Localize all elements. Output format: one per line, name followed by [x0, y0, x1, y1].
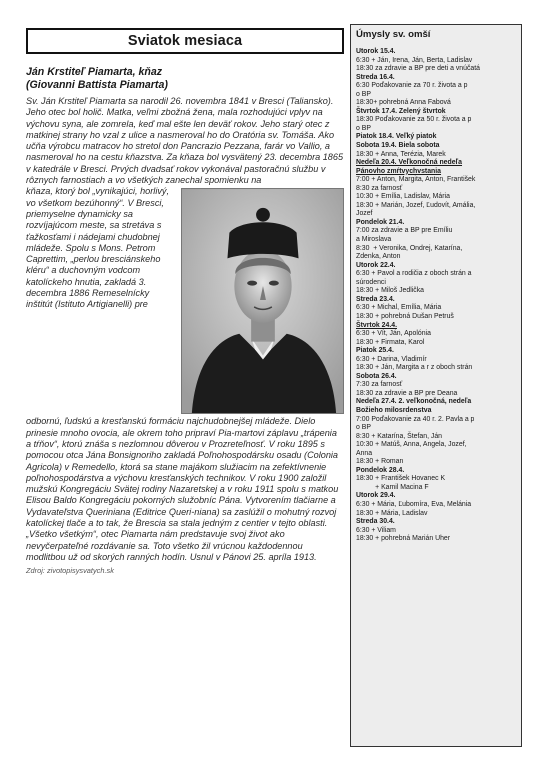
- intention-entry: 7:30 za farnosť: [356, 381, 403, 389]
- intention-day-subheading: Božieho milosrdenstva: [356, 406, 432, 414]
- intention-day-heading: Streda 23.4.: [356, 295, 395, 303]
- intention-entry: 8:30 + Veronika, Ondrej, Katarína,: [356, 244, 463, 252]
- intention-day-heading: Pondelok 28.4.: [356, 466, 405, 474]
- intention-entry: 7:00 za zdravie a BP pre Emíliu: [356, 227, 453, 235]
- intention-entry: 8:30 + Katarína, Štefan, Ján: [356, 432, 443, 440]
- intention-entry: 6:30 + Pavol a rodičia z oboch strán a: [356, 270, 472, 278]
- article-column: [26, 28, 344, 577]
- intention-entry: o BP: [356, 90, 371, 98]
- intention-entry: 18:30 + Mária, Ladislav: [356, 509, 428, 517]
- intention-entry: o BP: [356, 124, 371, 132]
- intention-entry: 6:30 + Vít, Ján, Apolónia: [356, 330, 431, 338]
- intention-entry: 18:30 + František Hovanec K: [356, 475, 446, 483]
- article-source: Zdroj: zivotopisysvatych.sk: [26, 566, 114, 576]
- intention-day-heading: Piatok 25.4.: [356, 347, 394, 355]
- intention-entry: 18:30 + Ján, Margita a r z oboch strán: [356, 364, 473, 372]
- intention-day-heading: Nedeľa 20.4. Veľkonočná nedeľa: [356, 159, 463, 167]
- intention-entry: 8:30 za farnosť: [356, 184, 403, 192]
- intention-entry: 6:30 + Darina, Vladimír: [356, 355, 427, 363]
- intention-entry: 6:30 + Mária, Ľubomíra, Eva, Melánia: [356, 500, 472, 508]
- intention-day-subheading: Pánovho zmŕtvychvstania: [356, 167, 442, 175]
- intention-day-heading: Utorok 22.4.: [356, 261, 396, 269]
- saint-name-original: (Giovanni Battista Piamarta): [26, 79, 168, 91]
- intention-entry: 18:30 + Miloš Jedlička: [356, 287, 424, 295]
- intention-day-heading: Streda 16.4.: [356, 73, 395, 81]
- intention-day-heading: Štvrtok 24.4.: [356, 321, 397, 329]
- intention-entry: 18:30 + Marián, Jozef, Ľudovít, Amália,: [356, 201, 476, 209]
- intention-entry: 18:30 Poďakovanie za 50 r. života a p: [356, 116, 472, 124]
- intention-entry: 6:30 + Michal, Emília, Mária: [356, 304, 442, 312]
- intention-day-heading: Piatok 18.4. Veľký piatok: [356, 133, 437, 141]
- intention-entry: Jozef: [356, 210, 373, 218]
- intention-entry: 18:30 za zdravie a BP pre deti a vnúčatá: [356, 65, 480, 73]
- article-text-bottom: odbornú, ľudskú a kresťanskú formáciu najchudobnejšej mládeže. Dielo prinesie mnoho ovocia, ale okrem toho pripraví Pia-martovi záplavu „trápenia a tŕňov“, ktorú znáša s nezlomnou dôverou v Prozreteľnosť. V roku 1895 s pomocou otca Jána Bonsignoriho zakladá Poľnohospodársku osadu (Colonia Agricola) v Remedello, ktorá sa stane majákom služiacim na zefektívnenie poľnohospodárstva a výchovu kresťanských technikov. V roku 1900 založil mužskú Kongregáciu Svätej rodiny Nazaretskej a v roku 1911 spolu s matkou Elisou Baldo Kongregáciu pokorných služobníc Pána. Vytvorením tlačiarne a Vydavateľstva Queriniana (Editrice Queri-niana) sa zaslúžil o mohutný rozvoj katolíckej tlače a to tak, že Brescia sa stala jedným z centier v tejto oblasti. „Všetko všetkým“, otec Piamarta nám predstavuje svoj život ako nevyčerpateľné rozdávanie sa. Toto všetko žil vrúcnou každodennou modlitbou už od skorých ranných hodín. Usnul v Pánovi 25. apríla 1913.: [26, 416, 339, 562]
- intention-entry: 18:30 + Firmata, Karol: [356, 338, 425, 346]
- page-title: Sviatok mesiaca: [26, 28, 344, 54]
- intention-entry: 7:00 Poďakovanie za 40 r. 2. Pavla a p: [356, 415, 475, 423]
- article-text-top: Sv. Ján Krstiteľ Piamarta sa narodil 26. novembra 1841 v Bresci (Taliansko). Jeho otec bol holič. Matka, veľmi zbožná žena, mala rozhodujúci vplyv na výchovu syna, ale zomrela, keď mal ešte len deväť rokov. Jeho starý otec z matkinej strany ho vzal z ulice a nasmeroval ho do Oratória sv. Tomáša. Ako učňa výrobcu matracov ho stretol don Pancrazio Pezzana, farár vo Vallio, a nasmeroval ho na cestu kňazstva. Za kňaza bol vysvätený 23. decembra 1865 v katedrále v Bresci. Prvých dvadsať rokov vykonával pastoračnú službu v rôznych farnostiach a vo všetkých zanechal spomienku na: [26, 96, 344, 186]
- intention-entry: 18:30+ pohrebná Anna Fabová: [356, 99, 451, 107]
- intention-entry: súrodenci: [356, 278, 386, 286]
- intention-entry: 6:30 + Ján, Irena, Ján, Berta, Ladislav: [356, 56, 473, 64]
- intention-day-heading: Streda 30.4.: [356, 518, 395, 526]
- intention-day-heading: Sobota 26.4.: [356, 372, 397, 380]
- intention-entry: Anna: [356, 449, 373, 457]
- intentions-title: Úmysly sv. omší: [356, 29, 431, 40]
- saint-name-heading: [26, 66, 344, 92]
- intention-entry: 18:30 + pohrebná Dušan Petruš: [356, 312, 454, 320]
- intention-day-heading: Sobota 19.4. Biela sobota: [356, 142, 440, 150]
- intention-day-heading: Utorok 15.4.: [356, 48, 396, 55]
- intention-day-heading: Pondelok 21.4.: [356, 218, 405, 226]
- saint-portrait-image: [181, 188, 344, 414]
- saint-name: Ján Krstiteľ Piamarta, kňaz: [26, 66, 163, 78]
- intention-day-heading: Nedeľa 27.4. 2. veľkonočná, nedeľa: [356, 398, 472, 406]
- intention-entry: 6:30 Poďakovanie za 70 r. života a p: [356, 82, 468, 90]
- intention-day-heading: Utorok 29.4.: [356, 492, 396, 500]
- intention-entry: 18:30 za zdravie a BP pre Deana: [356, 389, 458, 397]
- intentions-list: [356, 48, 518, 544]
- portrait-illustration: [182, 189, 343, 413]
- article-wrap-block: [26, 186, 344, 416]
- article-body: [26, 96, 344, 577]
- intention-entry: 6:30 + Viliam: [356, 526, 396, 534]
- intention-entry: Zdenka, Anton: [356, 253, 401, 261]
- intention-day-heading: Štvrtok 17.4. Zelený štvrtok: [356, 107, 446, 115]
- intention-entry: 10:30 + Matúš, Anna, Angela, Jozef,: [356, 441, 467, 449]
- intention-entry: 7:00 + Anton, Margita, Anton, František: [356, 176, 476, 184]
- intention-entry: 10:30 + Emília, Ladislav, Mária: [356, 193, 450, 201]
- intention-entry: 18:30 + pohrebná Marián Uher: [356, 535, 451, 543]
- intention-entry: o BP: [356, 424, 371, 432]
- article-text-wrap: kňaza, ktorý bol „vynikajúci, horlivý, vo všetkom bezúhonný“. V Bresci, priemyselne dynamicky sa rozvíjajúcom meste, sa stretáva s ťažkosťami i nádejami chudobnej mládeže. Spolu s Mons. Petrom Caprettim, „perlou bresciánskeho kléru“ a duchovným vodcom katolíckeho hnutia, zakladá 3. decembra 1886 Remeselnícky inštitút (Istituto Artigianelli) pre: [26, 186, 170, 310]
- intention-entry: + Kamil Macina F: [356, 483, 429, 491]
- mass-intentions-box: [350, 24, 522, 747]
- intention-entry: 18:30 + Anna, Terézia, Marek: [356, 150, 446, 158]
- intention-entry: 18:30 + Roman: [356, 458, 404, 466]
- intention-entry: a Miroslava: [356, 236, 392, 244]
